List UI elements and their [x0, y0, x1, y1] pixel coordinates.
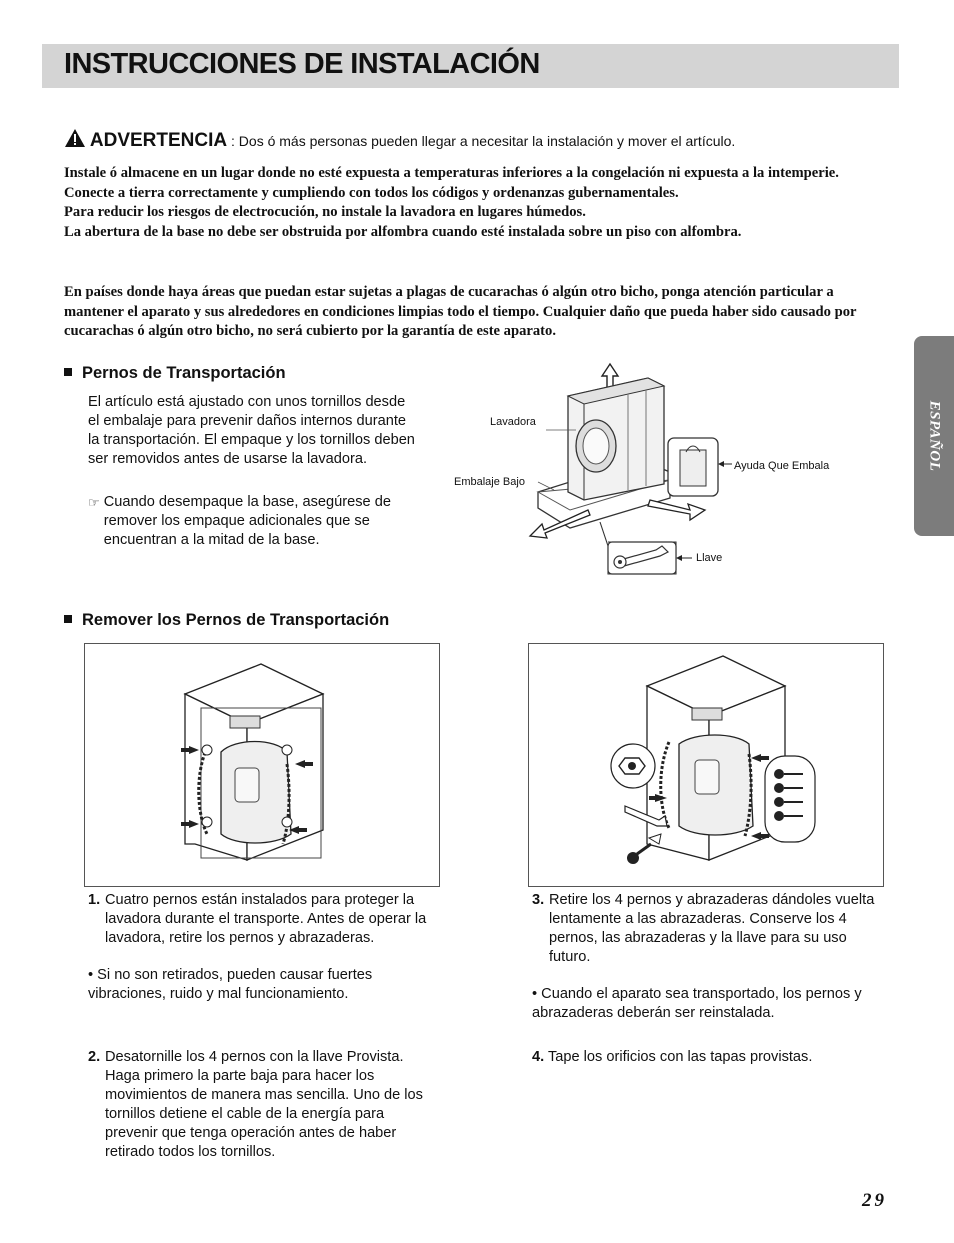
warning-line [64, 128, 894, 152]
title-bar [42, 44, 899, 88]
label-ayuda-que-embala: Ayuda Que Embala [734, 460, 830, 472]
step-text: Retire los 4 pernos y abrazaderas dándoles vuelta lentamente a las abrazaderas. Conserve los 4 pernos, las abrazaderas y la llave para su uso futuro. [549, 892, 875, 965]
step-text: Tape los orificios con las tapas provistas. [547, 1049, 813, 1065]
washer-rear-illustration [85, 644, 439, 886]
figure-rear-bolts [84, 643, 440, 887]
figure-removing-bolts [528, 643, 884, 887]
section-heading-text: Pernos de Transportación [82, 364, 286, 382]
step-1-bullet [88, 966, 418, 1004]
warning-item: Para reducir los riesgos de electrocución, no instale la lavadora en lugares húmedos. [64, 204, 586, 221]
language-tab-label: ESPAÑOL [926, 400, 943, 472]
section-heading-remover [64, 611, 389, 630]
warning-text: : Dos ó más personas pueden llegar a necesitar la instalación y mover el artículo. [231, 133, 736, 149]
step-number: 3. [532, 892, 545, 908]
step-number: 4. [532, 1049, 545, 1065]
page-number: 29 [862, 1190, 887, 1211]
bullet-square-icon [64, 368, 72, 376]
warning-triangle-icon [64, 128, 86, 148]
washer-removal-illustration [529, 644, 883, 886]
step-4 [532, 1048, 882, 1067]
step-number: 2. [88, 1049, 101, 1065]
step-3-bullet [532, 985, 877, 1023]
label-lavadora: Lavadora [490, 416, 536, 428]
pest-paragraph [64, 283, 864, 342]
step-text: Cuatro pernos están instalados para proteger la lavadora durante el transporte. Antes de operar la lavadora, retire los pernos y abrazaderas. [105, 892, 427, 946]
section1-note [88, 493, 408, 550]
step-1-bullet-text: • Si no son retirados, pueden causar fuertes vibraciones, ruido y mal funcionamiento. [88, 967, 373, 1002]
bullet-square-icon [64, 615, 72, 623]
step-3-bullet-text: • Cuando el aparato sea transportado, los pernos y abrazaderas deberán ser reinstalada. [532, 986, 862, 1021]
step-number: 1. [88, 892, 101, 908]
warnings-block [64, 164, 864, 242]
warning-item: Instale ó almacene en un lugar donde no esté expuesta a temperaturas inferiores a la congelación ni expuesta a la intemperie. [64, 165, 839, 181]
section-heading-pernos [64, 364, 286, 383]
warning-item: Conecte a tierra correctamente y cumpliendo con todos los códigos y ordenanzas gubernamentales. [64, 184, 679, 201]
step-text: Desatornille los 4 pernos con la llave Provista. Haga primero la parte baja para hacer los movimientos de manera mas sencilla. Uno de los tornillos detiene el cable de la energía para prevenir que tenga operación antes de haber retirado todos los tornillos. [105, 1049, 423, 1160]
step-1 [88, 891, 438, 948]
warning-item: La abertura de la base no debe ser obstruida por alfombra cuando esté instalada sobre un piso con alfombra. [64, 223, 742, 240]
step-2 [88, 1048, 438, 1162]
warning-word: ADVERTENCIA [89, 130, 228, 151]
pointing-hand-icon: ☞ [88, 495, 100, 510]
section1-body: El artículo está ajustado con unos tornillos desde el embalaje para prevenir daños internos durante la transportación. El empaque y los tornillos deben ser removidos antes de usarse la lavadora. [88, 394, 415, 467]
page-title: INSTRUCCIONES DE INSTALACIÓN [64, 48, 540, 80]
label-embalaje-bajo: Embalaje Bajo [454, 476, 525, 488]
step-3 [532, 891, 882, 967]
section-heading-text: Remover los Pernos de Transportación [82, 611, 390, 629]
section1-note-text: Cuando desempaque la base, asegúrese de remover los empaque adicionales que se encuentran a la mitad de la base. [103, 494, 391, 548]
pest-paragraph-text: En países donde haya áreas que puedan estar sujetas a plagas de cucarachas ó algún otro bicho, ponga atención particular a mantener el aparato y sus alrededores en condiciones limpias todo el tiempo. Cualquier daño que pueda haber sido causado por cucarachas ó algún otro bicho, no será cubierto por la garantía de este aparato. [64, 284, 857, 340]
language-tab [914, 336, 954, 536]
label-llave: Llave [696, 552, 723, 564]
